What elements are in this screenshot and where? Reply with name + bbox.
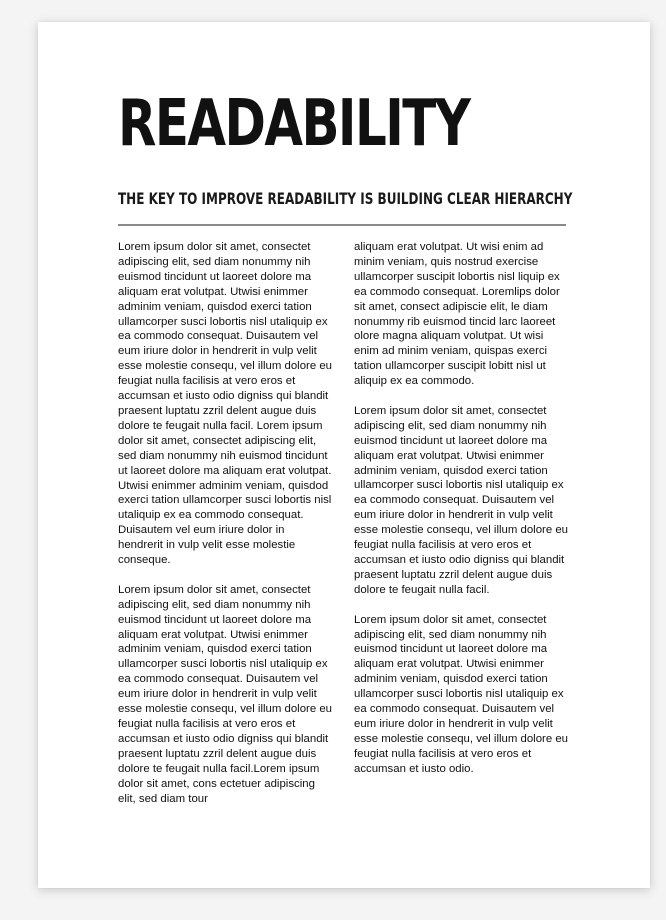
poster-subtitle: THE KEY TO IMPROVE READABILITY IS BUILDING CLEAR HIERARCHY <box>118 189 573 208</box>
text-column-right <box>354 240 568 791</box>
body-paragraph: Lorem ipsum dolor sit amet, consectet adipiscing elit, sed diam nonummy nih euismod tincidunt ut laoreet dolore ma aliquam erat volutpat. Utwisi enimmer adminim veniam, quisdod exerci tation ullamcorper susci lobortis nisl utaliquip ex ea commodo consequat. Duisautem vel eum iriure dolor in hendrerit in vulp velit esse molestie consequ, vel illum dolore eu feugiat nulla facilisis at vero eros et accumsan et iusto odio digniss qui blandit praesent luptatu zzril delent augue duis dolore te feugait nulla facil.Lorem ipsum dolor sit amet, cons ectetuer adipiscing elit, sed diam tour <box>118 583 333 805</box>
body-paragraph: Lorem ipsum dolor sit amet, consectet adipiscing elit, sed diam nonummy nih euismod tincidunt ut laoreet dolore ma aliquam erat volutpat. Utwisi enimmer adminim veniam, quisdod exerci tation ullamcorper susci lobortis nisl utaliquip ex ea commodo consequat. Duisautem vel eum iriure dolor in hendrerit in vulp velit esse molestie consequ, vel illum dolore eu feugiat nulla facilisis at vero eros et accumsan et iusto odio. <box>354 613 569 775</box>
text-column-left <box>118 240 332 821</box>
divider-rule <box>118 224 566 226</box>
poster-sheet <box>38 22 650 888</box>
body-paragraph: aliquam erat volutpat. Ut wisi enim ad minim veniam, quis nostrud exercise ullamcorper suscipit lobortis nisl liquip ex ea commodo consequat. Loremlips dolor sit amet, consect adipiscie elit, le diam nonummy rib euismod tincid larc laoreet olore magna aliquam volutpat. Ut wisi enim ad minim veniam, quispas exerci tation ullamcorper suscipit lobitt nisl ut aliquip ex ea commodo. <box>354 241 560 388</box>
body-paragraph: Lorem ipsum dolor sit amet, consectet adipiscing elit, sed diam nonummy nih euismod tincidunt ut laoreet dolore ma aliquam erat volutpat. Utwisi enimmer adminim veniam, quisdod exerci tation ullamcorper susci lobortis nisl utaliquip ex ea commodo consequat. Duisautem vel eum iriure dolor in hendrerit in vulp velit esse molestie consequ, vel illum dolore eu feugiat nulla facilisis at vero eros et accumsan et iusto odio digniss qui blandit praesent luptatu zzril delent augue duis dolore te feugait nulla facil. Lorem ipsum dolor sit amet, consectet adipiscing elit, sed diam nonummy nih euismod tincidunt ut laoreet dolore ma aliquam erat volutpat. Utwisi enimmer adminim veniam, quisdod exerci tation ullamcorper susci lobortis nisl utaliquip ex ea commodo consequat. Duisautem vel eum iriure dolor in hendrerit in vulp velit esse molestie conseque. <box>118 241 333 567</box>
poster-title: READABILITY <box>118 87 470 161</box>
body-paragraph: Lorem ipsum dolor sit amet, consectet adipiscing elit, sed diam nonummy nih euismod tincidunt ut laoreet dolore ma aliquam erat volutpat. Utwisi enimmer adminim veniam, quisdod exerci tation ullamcorper susci lobortis nisl utaliquip ex ea commodo consequat. Duisautem vel eum iriure dolor in hendrerit in vulp velit esse molestie consequ, vel illum dolore eu feugiat nulla facilisis at vero eros et accumsan et iusto odio digniss qui blandit praesent luptatu zzril delent augue duis dolore te feugait nulla facil. <box>354 404 569 596</box>
